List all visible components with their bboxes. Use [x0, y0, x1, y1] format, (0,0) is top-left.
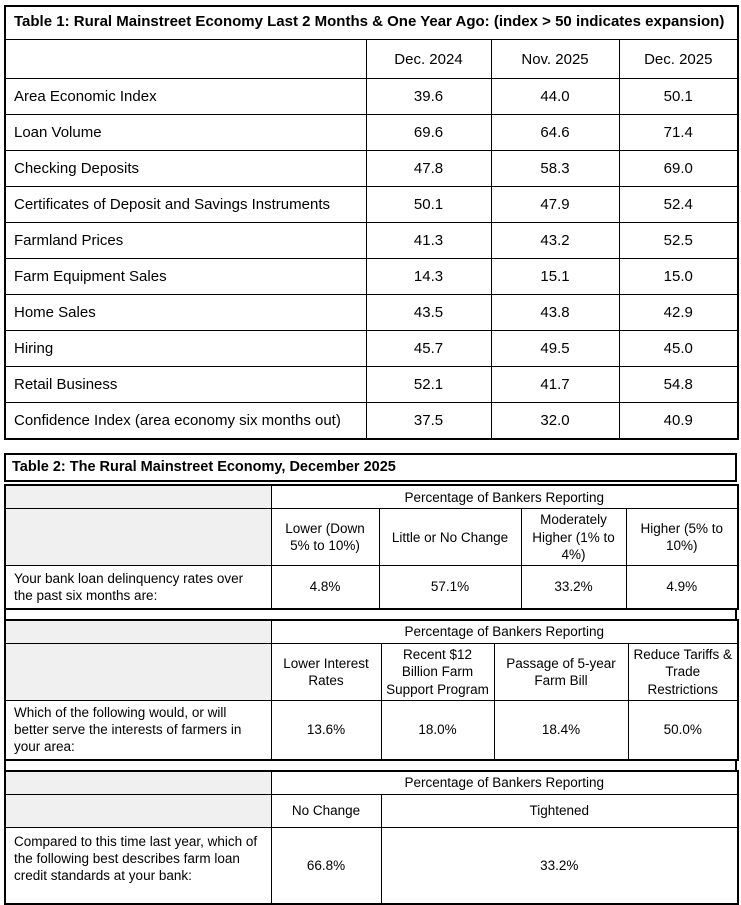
table-2-title: Table 2: The Rural Mainstreet Economy, December 2025	[5, 454, 736, 481]
col-header-reduce-tariffs: Reduce Tariffs & Trade Restrictions	[628, 644, 738, 701]
value-cell: 33.2%	[521, 566, 626, 610]
row-label: Confidence Index (area economy six months out)	[5, 403, 366, 440]
value-cell: 43.5	[366, 295, 491, 331]
column-header-row	[5, 509, 738, 566]
table-row	[5, 79, 738, 115]
col-header-lower-interest-rates: Lower Interest Rates	[271, 644, 381, 701]
blank-cell	[5, 485, 271, 509]
value-cell: 43.2	[491, 223, 619, 259]
column-header-row	[5, 794, 738, 827]
value-cell: 52.1	[366, 367, 491, 403]
col-header-no-change: No Change	[271, 794, 381, 827]
table-2-section-farmer-interests	[4, 619, 739, 761]
value-cell: 50.0%	[628, 700, 738, 759]
value-cell: 54.8	[619, 367, 738, 403]
value-cell: 15.1	[491, 259, 619, 295]
blank-cell	[5, 644, 271, 701]
table-row	[5, 115, 738, 151]
table-row	[5, 223, 738, 259]
row-label: Retail Business	[5, 367, 366, 403]
table-2-section-credit-standards	[4, 770, 739, 905]
blank-cell	[5, 794, 271, 827]
value-cell: 14.3	[366, 259, 491, 295]
table-1-title-row	[5, 6, 738, 40]
value-cell: 58.3	[491, 151, 619, 187]
group-header-row	[5, 620, 738, 644]
value-cell: 39.6	[366, 79, 491, 115]
value-cell: 64.6	[491, 115, 619, 151]
value-cell: 18.0%	[381, 700, 494, 759]
value-cell: 66.8%	[271, 827, 381, 904]
table-row	[5, 403, 738, 440]
col-header-little-no-change: Little or No Change	[379, 509, 521, 566]
group-header-label: Percentage of Bankers Reporting	[271, 620, 738, 644]
blank-cell	[5, 620, 271, 644]
value-cell: 37.5	[366, 403, 491, 440]
col-header-nov-2025: Nov. 2025	[491, 40, 619, 79]
col-header-tightened: Tightened	[381, 794, 738, 827]
value-cell: 50.1	[619, 79, 738, 115]
table-row	[5, 331, 738, 367]
section-divider	[4, 761, 737, 770]
value-cell: 71.4	[619, 115, 738, 151]
table-1-corner-cell	[5, 40, 366, 79]
group-header-label: Percentage of Bankers Reporting	[271, 485, 738, 509]
group-header-row	[5, 485, 738, 509]
value-cell: 18.4%	[494, 700, 628, 759]
value-cell: 69.6	[366, 115, 491, 151]
value-cell: 41.7	[491, 367, 619, 403]
table-1	[4, 5, 739, 440]
value-cell: 4.8%	[271, 566, 379, 610]
value-cell: 15.0	[619, 259, 738, 295]
table-row	[5, 259, 738, 295]
value-cell: 4.9%	[626, 566, 738, 610]
value-cell: 52.5	[619, 223, 738, 259]
group-header-row	[5, 771, 738, 795]
value-cell: 50.1	[366, 187, 491, 223]
value-cell: 42.9	[619, 295, 738, 331]
row-label: Checking Deposits	[5, 151, 366, 187]
question-label: Your bank loan delinquency rates over the past six months are:	[5, 566, 271, 610]
value-cell: 52.4	[619, 187, 738, 223]
group-header-label: Percentage of Bankers Reporting	[271, 771, 738, 795]
col-header-moderately-higher: Moderately Higher (1% to 4%)	[521, 509, 626, 566]
table-row	[5, 187, 738, 223]
row-label: Home Sales	[5, 295, 366, 331]
value-cell: 33.2%	[381, 827, 738, 904]
row-label: Certificates of Deposit and Savings Instruments	[5, 187, 366, 223]
table-row	[5, 827, 738, 904]
value-cell: 45.0	[619, 331, 738, 367]
value-cell: 69.0	[619, 151, 738, 187]
row-label: Area Economic Index	[5, 79, 366, 115]
row-label: Loan Volume	[5, 115, 366, 151]
col-header-dec-2025: Dec. 2025	[619, 40, 738, 79]
table-2-title-row	[5, 454, 736, 481]
blank-cell	[5, 771, 271, 795]
col-header-lower: Lower (Down 5% to 10%)	[271, 509, 379, 566]
value-cell: 57.1%	[379, 566, 521, 610]
col-header-higher: Higher (5% to 10%)	[626, 509, 738, 566]
value-cell: 47.8	[366, 151, 491, 187]
row-label: Hiring	[5, 331, 366, 367]
table-row	[5, 566, 738, 610]
value-cell: 47.9	[491, 187, 619, 223]
table-row	[5, 700, 738, 759]
table-1-title: Table 1: Rural Mainstreet Economy Last 2 Months & One Year Ago: (index > 50 indicates expansion)	[5, 6, 738, 40]
col-header-farm-bill: Passage of 5-year Farm Bill	[494, 644, 628, 701]
table-row	[5, 295, 738, 331]
column-header-row	[5, 644, 738, 701]
value-cell: 13.6%	[271, 700, 381, 759]
value-cell: 40.9	[619, 403, 738, 440]
question-label: Which of the following would, or will better serve the interests of farmers in your area:	[5, 700, 271, 759]
row-label: Farmland Prices	[5, 223, 366, 259]
table-2-section-delinquency	[4, 484, 739, 610]
table-gap	[4, 440, 737, 453]
value-cell: 44.0	[491, 79, 619, 115]
question-label: Compared to this time last year, which of the following best describes farm loan credit standards at your bank:	[5, 827, 271, 904]
value-cell: 45.7	[366, 331, 491, 367]
value-cell: 43.8	[491, 295, 619, 331]
table-row	[5, 151, 738, 187]
value-cell: 49.5	[491, 331, 619, 367]
blank-cell	[5, 509, 271, 566]
table-1-header-row	[5, 40, 738, 79]
section-divider	[4, 610, 737, 619]
row-label: Farm Equipment Sales	[5, 259, 366, 295]
col-header-farm-support-program: Recent $12 Billion Farm Support Program	[381, 644, 494, 701]
table-2-title-bar	[4, 453, 737, 482]
value-cell: 32.0	[491, 403, 619, 440]
table-row	[5, 367, 738, 403]
value-cell: 41.3	[366, 223, 491, 259]
col-header-dec-2024: Dec. 2024	[366, 40, 491, 79]
